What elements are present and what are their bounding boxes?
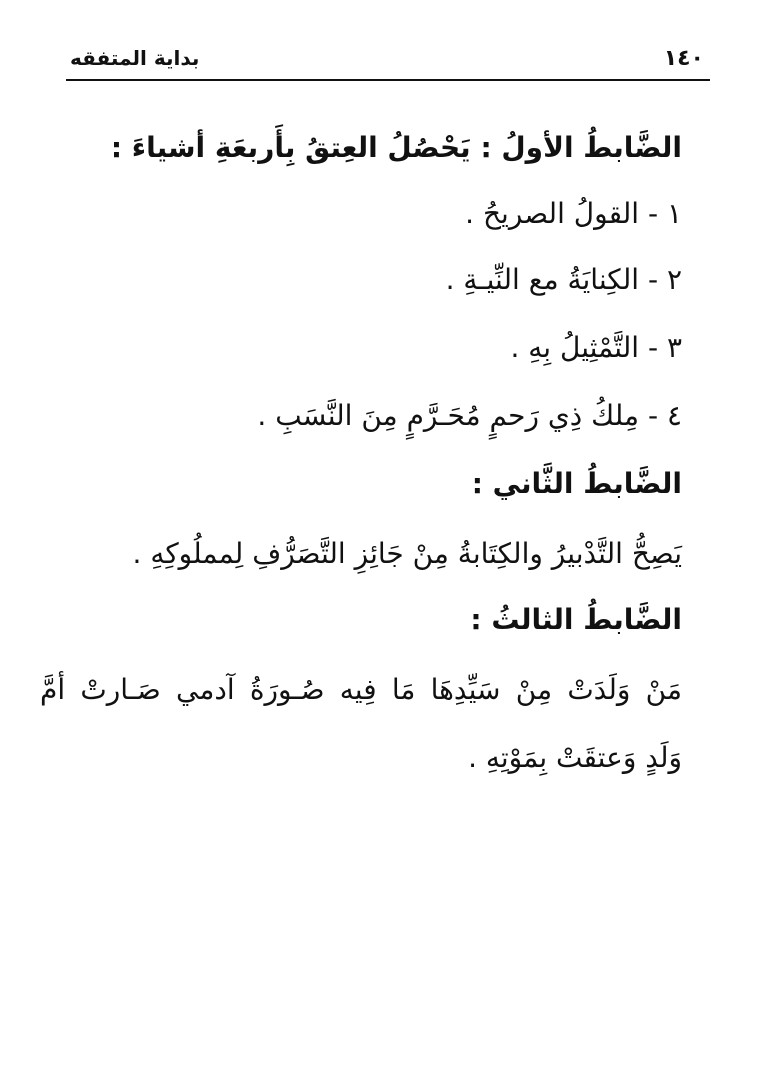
paragraph-second-rule: يَصِحُّ التَّدْبيرُ والكِتَابةُ مِنْ جَائِزِ التَّصَرُّفِ لِمملُوكِهِ . [132,537,682,570]
list-item: ٢ - الكِنايَةُ مع النِّيـةِ . [445,263,682,296]
list-item: ٤ - مِلكُ ذِي رَحمٍ مُحَـرَّمٍ مِنَ النَّسَبِ . [257,399,682,432]
heading-second-rule: الضَّابطُ الثَّاني : [471,467,682,500]
page-number: ١٤٠ [663,46,704,71]
heading-third-rule: الضَّابطُ الثالثُ : [470,603,682,636]
paragraph-third-rule-line-1: مَنْ وَلَدَتْ مِنْ سَيِّدِهَا مَا فِيه صُـورَةُ آدمي صَـارتْ أمَّ [40,673,682,706]
header-rule [66,79,710,81]
list-item: ٣ - التَّمْثِيلُ بِهِ . [510,331,682,364]
book-title: بداية المتفقه [70,46,200,70]
paragraph-third-rule-line-2: وَلَدٍ وَعتقَتْ بِمَوْتِهِ . [468,741,682,774]
heading-first-rule: الضَّابطُ الأولُ : يَحْصُلُ العِتقُ بِأَربعَةِ أشياءَ : [110,131,682,164]
running-header [66,44,710,78]
list-item: ١ - القولُ الصريحُ . [465,197,682,230]
